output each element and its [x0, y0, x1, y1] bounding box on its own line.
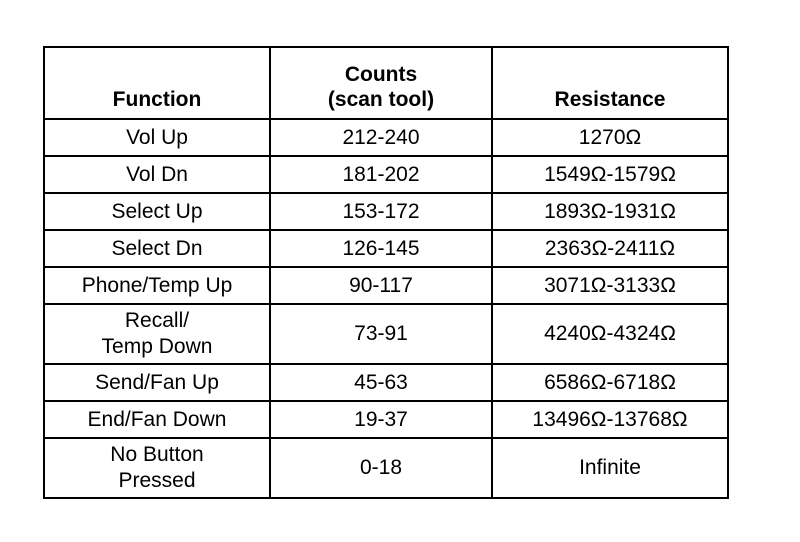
cell-resistance: 6586Ω-6718Ω: [492, 364, 728, 401]
cell-counts: 45-63: [270, 364, 492, 401]
cell-resistance: 4240Ω-4324Ω: [492, 304, 728, 364]
resistance-spec-table: [43, 46, 729, 499]
cell-function: Vol Up: [44, 119, 270, 156]
table-row: [44, 230, 728, 267]
table-row: [44, 267, 728, 304]
cell-resistance: 2363Ω-2411Ω: [492, 230, 728, 267]
cell-function: Select Dn: [44, 230, 270, 267]
cell-counts: 90-117: [270, 267, 492, 304]
cell-function: Send/Fan Up: [44, 364, 270, 401]
cell-resistance: 1270Ω: [492, 119, 728, 156]
table-row: [44, 401, 728, 438]
header-resistance: Resistance: [492, 47, 728, 119]
cell-resistance: 13496Ω-13768Ω: [492, 401, 728, 438]
cell-resistance: 1893Ω-1931Ω: [492, 193, 728, 230]
cell-resistance: 3071Ω-3133Ω: [492, 267, 728, 304]
table-row: [44, 438, 728, 498]
table-header-row: [44, 47, 728, 119]
cell-function: End/Fan Down: [44, 401, 270, 438]
cell-counts: 126-145: [270, 230, 492, 267]
table-row: [44, 156, 728, 193]
table-row: [44, 364, 728, 401]
table-row: [44, 119, 728, 156]
cell-function: No Button Pressed: [44, 438, 270, 498]
table-row: [44, 193, 728, 230]
cell-counts: 181-202: [270, 156, 492, 193]
cell-function: Phone/Temp Up: [44, 267, 270, 304]
cell-resistance: 1549Ω-1579Ω: [492, 156, 728, 193]
cell-counts: 0-18: [270, 438, 492, 498]
cell-function: Recall/ Temp Down: [44, 304, 270, 364]
header-counts: Counts (scan tool): [270, 47, 492, 119]
cell-counts: 73-91: [270, 304, 492, 364]
cell-function: Vol Dn: [44, 156, 270, 193]
cell-counts: 212-240: [270, 119, 492, 156]
cell-function: Select Up: [44, 193, 270, 230]
header-function: Function: [44, 47, 270, 119]
table-row: [44, 304, 728, 364]
cell-counts: 153-172: [270, 193, 492, 230]
cell-counts: 19-37: [270, 401, 492, 438]
cell-resistance: Infinite: [492, 438, 728, 498]
